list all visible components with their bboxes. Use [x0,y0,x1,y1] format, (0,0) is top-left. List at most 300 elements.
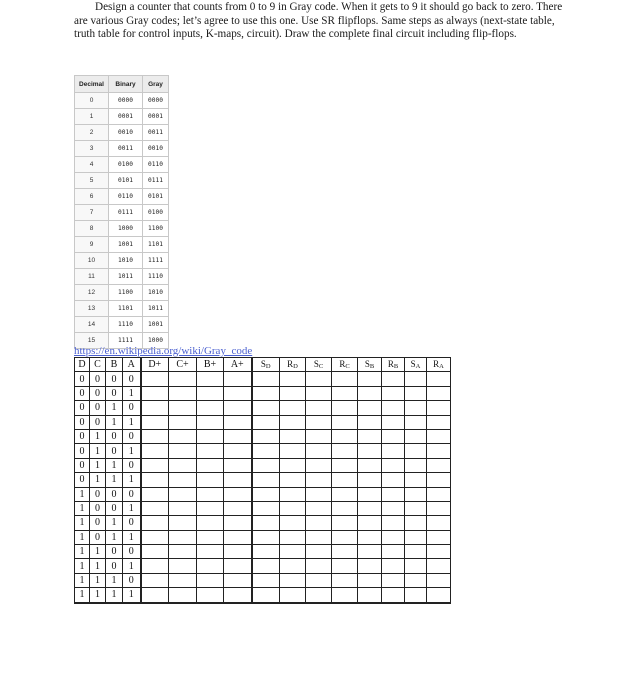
blank-answer-cell [141,444,169,458]
blank-answer-cell [252,545,280,559]
blank-answer-cell [224,501,252,515]
blank-answer-cell [306,386,332,400]
header-main-label: R [433,359,440,370]
state-bit-cell: 1 [106,401,123,415]
state-bit-cell: 0 [90,516,106,530]
blank-answer-cell [306,487,332,501]
blank-answer-cell [332,473,358,487]
header-subscript: C [318,363,324,371]
blank-answer-cell [224,444,252,458]
blank-answer-cell [280,372,306,386]
blank-answer-cell [280,386,306,400]
header-subscript: A [415,363,421,371]
blank-answer-cell [382,545,405,559]
blank-answer-cell [405,429,427,443]
state-bit-cell: 0 [123,458,141,472]
blank-answer-cell [169,415,197,429]
state-bit-cell: 1 [90,444,106,458]
header-subscript: B [393,363,399,371]
blank-answer-cell [252,530,280,544]
gray-cell-decimal: 7 [75,205,109,221]
blank-answer-cell [332,415,358,429]
blank-answer-cell [427,516,451,530]
blank-answer-cell [141,545,169,559]
blank-answer-cell [358,487,382,501]
gray-table-row [75,157,169,173]
blank-answer-cell [332,501,358,515]
blank-answer-cell [332,516,358,530]
blank-answer-cell [141,415,169,429]
blank-answer-cell [252,415,280,429]
truth-table-row [75,545,451,559]
state-bit-cell: 0 [90,401,106,415]
blank-answer-cell [427,588,451,603]
gray-cell-gray: 0011 [143,125,169,141]
blank-answer-cell [252,501,280,515]
truth-table-row [75,429,451,443]
blank-answer-cell [306,501,332,515]
gray-cell-decimal: 2 [75,125,109,141]
gray-cell-decimal: 14 [75,317,109,333]
blank-answer-cell [306,516,332,530]
truth-table-row [75,501,451,515]
blank-answer-cell [169,559,197,573]
gray-cell-gray: 1101 [143,237,169,253]
blank-answer-cell [169,530,197,544]
blank-answer-cell [280,429,306,443]
header-main-label: S [260,359,266,370]
gray-table-row [75,285,169,301]
gray-cell-gray: 1110 [143,269,169,285]
state-bit-cell: 0 [123,487,141,501]
blank-answer-cell [197,516,224,530]
gray-cell-gray: 1100 [143,221,169,237]
blank-answer-cell [224,473,252,487]
blank-answer-cell [332,386,358,400]
state-bit-cell: 0 [106,386,123,400]
blank-answer-cell [141,588,169,603]
gray-cell-gray: 0100 [143,205,169,221]
state-bit-cell: 1 [75,530,90,544]
blank-answer-cell [382,588,405,603]
header-subscript: C [345,363,350,371]
state-bit-cell: 1 [123,530,141,544]
blank-answer-cell [358,588,382,603]
blank-answer-cell [169,473,197,487]
gray-table-row [75,269,169,285]
truth-header-a-next [224,358,252,372]
blank-answer-cell [280,588,306,603]
state-bit-cell: 1 [106,458,123,472]
truth-header-sa [405,358,427,372]
gray-cell-decimal: 0 [75,93,109,109]
blank-answer-cell [280,545,306,559]
blank-answer-cell [141,458,169,472]
gray-cell-gray: 1111 [143,253,169,269]
blank-answer-cell [197,444,224,458]
truth-header-c-next [169,358,197,372]
truth-header-sb [358,358,382,372]
gray-cell-decimal: 3 [75,141,109,157]
wikipedia-gray-code-link[interactable]: https://en.wikipedia.org/wiki/Gray_code [74,345,253,357]
blank-answer-cell [252,588,280,603]
state-bit-cell: 1 [75,588,90,603]
gray-table-row [75,173,169,189]
gray-cell-decimal: 12 [75,285,109,301]
gray-cell-decimal: 10 [75,253,109,269]
state-bit-cell: 0 [75,401,90,415]
gray-cell-gray: 0111 [143,173,169,189]
gray-cell-binary: 1110 [109,317,143,333]
blank-answer-cell [405,573,427,587]
state-bit-cell: 0 [90,415,106,429]
blank-answer-cell [306,444,332,458]
header-main-label: S [313,359,319,370]
blank-answer-cell [141,516,169,530]
gray-table-row [75,253,169,269]
gray-cell-decimal: 4 [75,157,109,173]
gray-table-row [75,93,169,109]
blank-answer-cell [197,559,224,573]
truth-table-header-row [75,358,451,372]
blank-answer-cell [332,559,358,573]
blank-answer-cell [405,501,427,515]
blank-answer-cell [224,429,252,443]
state-bit-cell: 1 [106,473,123,487]
blank-answer-cell [252,458,280,472]
state-bit-cell: 1 [106,530,123,544]
gray-header-gray: Gray [143,76,169,93]
blank-answer-cell [224,530,252,544]
blank-answer-cell [169,545,197,559]
state-bit-cell: 1 [90,429,106,443]
blank-answer-cell [405,588,427,603]
blank-answer-cell [358,530,382,544]
blank-answer-cell [332,444,358,458]
state-bit-cell: 0 [75,429,90,443]
blank-answer-cell [280,516,306,530]
blank-answer-cell [427,530,451,544]
blank-answer-cell [358,545,382,559]
state-bit-cell: 0 [106,559,123,573]
blank-answer-cell [382,501,405,515]
blank-answer-cell [252,559,280,573]
blank-answer-cell [169,429,197,443]
header-main-label: C+ [176,359,189,371]
blank-answer-cell [427,487,451,501]
gray-cell-gray: 1011 [143,301,169,317]
blank-answer-cell [280,501,306,515]
state-bit-cell: 0 [106,372,123,386]
gray-cell-binary: 0110 [109,189,143,205]
gray-cell-gray: 0110 [143,157,169,173]
gray-table-row [75,237,169,253]
gray-cell-binary: 1010 [109,253,143,269]
gray-cell-gray: 1010 [143,285,169,301]
blank-answer-cell [382,458,405,472]
gray-cell-gray: 0101 [143,189,169,205]
blank-answer-cell [141,559,169,573]
blank-answer-cell [169,458,197,472]
blank-answer-cell [358,415,382,429]
blank-answer-cell [332,372,358,386]
truth-header-d-next [141,358,169,372]
blank-answer-cell [306,588,332,603]
header-main-label: D [78,359,86,371]
state-bit-cell: 1 [123,588,141,603]
blank-answer-cell [141,487,169,501]
gray-cell-binary: 0000 [109,93,143,109]
blank-answer-cell [197,473,224,487]
gray-cell-binary: 1001 [109,237,143,253]
state-bit-cell: 0 [106,444,123,458]
gray-cell-binary: 0111 [109,205,143,221]
gray-cell-decimal: 9 [75,237,109,253]
blank-answer-cell [358,372,382,386]
state-bit-cell: 0 [123,573,141,587]
blank-answer-cell [169,372,197,386]
blank-answer-cell [306,401,332,415]
blank-answer-cell [141,530,169,544]
blank-answer-cell [382,415,405,429]
blank-answer-cell [197,573,224,587]
state-bit-cell: 1 [90,473,106,487]
state-bit-cell: 0 [106,429,123,443]
state-bit-cell: 1 [90,458,106,472]
header-main-label: R [387,359,394,370]
blank-answer-cell [358,444,382,458]
blank-answer-cell [252,516,280,530]
blank-answer-cell [358,573,382,587]
header-subscript: D [293,363,298,371]
gray-header-binary: Binary [109,76,143,93]
state-bit-cell: 1 [106,415,123,429]
blank-answer-cell [405,559,427,573]
gray-cell-decimal: 5 [75,173,109,189]
blank-answer-cell [405,530,427,544]
blank-answer-cell [306,458,332,472]
gray-code-reference-table [74,75,169,349]
blank-answer-cell [306,372,332,386]
gray-cell-binary: 1111 [109,333,143,349]
blank-answer-cell [405,487,427,501]
blank-answer-cell [382,487,405,501]
gray-cell-gray: 1001 [143,317,169,333]
blank-answer-cell [306,530,332,544]
truth-table-row [75,386,451,400]
blank-answer-cell [405,401,427,415]
gray-cell-binary: 0011 [109,141,143,157]
state-bit-cell: 1 [75,559,90,573]
state-bit-cell: 1 [123,444,141,458]
state-bit-cell: 0 [106,487,123,501]
blank-answer-cell [280,458,306,472]
truth-table-row [75,559,451,573]
next-state-truth-table [74,357,451,604]
gray-table-row [75,317,169,333]
blank-answer-cell [197,487,224,501]
gray-cell-decimal: 15 [75,333,109,349]
header-main-label: B [110,359,118,371]
header-subscript: B [369,363,375,371]
gray-cell-gray: 0000 [143,93,169,109]
blank-answer-cell [224,458,252,472]
truth-table-row [75,530,451,544]
truth-header-b [106,358,123,372]
gray-table-row [75,205,169,221]
blank-answer-cell [141,401,169,415]
gray-cell-binary: 1011 [109,269,143,285]
blank-answer-cell [427,545,451,559]
blank-answer-cell [224,487,252,501]
blank-answer-cell [169,444,197,458]
blank-answer-cell [427,559,451,573]
state-bit-cell: 0 [75,458,90,472]
header-main-label: A+ [230,359,244,371]
state-bit-cell: 0 [75,386,90,400]
blank-answer-cell [306,429,332,443]
gray-header-decimal: Decimal [75,76,109,93]
blank-answer-cell [306,545,332,559]
blank-answer-cell [382,530,405,544]
truth-table-row [75,458,451,472]
state-bit-cell: 1 [123,501,141,515]
blank-answer-cell [169,401,197,415]
blank-answer-cell [141,372,169,386]
state-bit-cell: 0 [90,487,106,501]
gray-cell-gray: 1000 [143,333,169,349]
blank-answer-cell [280,401,306,415]
blank-answer-cell [197,372,224,386]
blank-answer-cell [280,559,306,573]
blank-answer-cell [405,458,427,472]
state-bit-cell: 0 [123,372,141,386]
truth-header-sc [306,358,332,372]
blank-answer-cell [358,559,382,573]
blank-answer-cell [197,545,224,559]
truth-header-rb [382,358,405,372]
blank-answer-cell [224,559,252,573]
problem-statement: Design a counter that counts from 0 to 9 in Gray code. When it gets to 9 it should go back to zero. There are various Gray codes; let’s agree to use this one. Use SR flipflops. Same steps as always (next-state table, truth table for control inputs, K-maps, circuit). Draw the complete final circuit including flip-flops. [74,1,563,41]
blank-answer-cell [332,487,358,501]
gray-cell-decimal: 8 [75,221,109,237]
blank-answer-cell [280,487,306,501]
gray-cell-gray: 0001 [143,109,169,125]
state-bit-cell: 1 [75,487,90,501]
gray-table-row [75,109,169,125]
blank-answer-cell [382,372,405,386]
state-bit-cell: 0 [75,372,90,386]
blank-answer-cell [427,372,451,386]
blank-answer-cell [358,473,382,487]
blank-answer-cell [332,530,358,544]
blank-answer-cell [252,429,280,443]
blank-answer-cell [427,415,451,429]
state-bit-cell: 1 [123,415,141,429]
truth-table-row [75,372,451,386]
blank-answer-cell [427,401,451,415]
blank-answer-cell [405,372,427,386]
blank-answer-cell [427,386,451,400]
header-main-label: A [127,359,135,371]
blank-answer-cell [332,573,358,587]
blank-answer-cell [224,573,252,587]
blank-answer-cell [382,444,405,458]
gray-table-row [75,125,169,141]
blank-answer-cell [197,415,224,429]
blank-answer-cell [197,401,224,415]
blank-answer-cell [252,573,280,587]
blank-answer-cell [427,429,451,443]
blank-answer-cell [197,530,224,544]
state-bit-cell: 0 [75,415,90,429]
blank-answer-cell [405,415,427,429]
gray-cell-binary: 0010 [109,125,143,141]
header-main-label: D+ [148,359,162,371]
state-bit-cell: 0 [90,386,106,400]
blank-answer-cell [332,401,358,415]
gray-cell-decimal: 1 [75,109,109,125]
gray-cell-binary: 0100 [109,157,143,173]
blank-answer-cell [358,458,382,472]
gray-cell-decimal: 6 [75,189,109,205]
blank-answer-cell [358,429,382,443]
state-bit-cell: 0 [106,545,123,559]
truth-header-b-next [197,358,224,372]
blank-answer-cell [405,545,427,559]
header-main-label: S [410,359,416,370]
truth-header-a [123,358,141,372]
blank-answer-cell [427,501,451,515]
blank-answer-cell [280,573,306,587]
header-main-label: B+ [203,359,217,371]
blank-answer-cell [427,458,451,472]
state-bit-cell: 0 [123,516,141,530]
state-bit-cell: 0 [106,501,123,515]
state-bit-cell: 0 [90,530,106,544]
gray-table-row [75,301,169,317]
gray-table-row [75,141,169,157]
truth-table-row [75,415,451,429]
state-bit-cell: 1 [75,501,90,515]
blank-answer-cell [332,458,358,472]
state-bit-cell: 0 [90,501,106,515]
truth-table-row [75,588,451,603]
blank-answer-cell [224,386,252,400]
blank-answer-cell [252,386,280,400]
state-bit-cell: 0 [123,545,141,559]
state-bit-cell: 1 [75,516,90,530]
state-bit-cell: 0 [90,372,106,386]
blank-answer-cell [224,401,252,415]
blank-answer-cell [358,401,382,415]
truth-header-c [90,358,106,372]
blank-answer-cell [382,473,405,487]
blank-answer-cell [427,473,451,487]
truth-table-row [75,444,451,458]
state-bit-cell: 1 [106,573,123,587]
blank-answer-cell [382,516,405,530]
blank-answer-cell [141,429,169,443]
blank-answer-cell [197,588,224,603]
blank-answer-cell [197,386,224,400]
blank-answer-cell [358,516,382,530]
gray-cell-gray: 0010 [143,141,169,157]
gray-cell-binary: 1000 [109,221,143,237]
truth-table-row [75,487,451,501]
blank-answer-cell [169,487,197,501]
blank-answer-cell [332,588,358,603]
